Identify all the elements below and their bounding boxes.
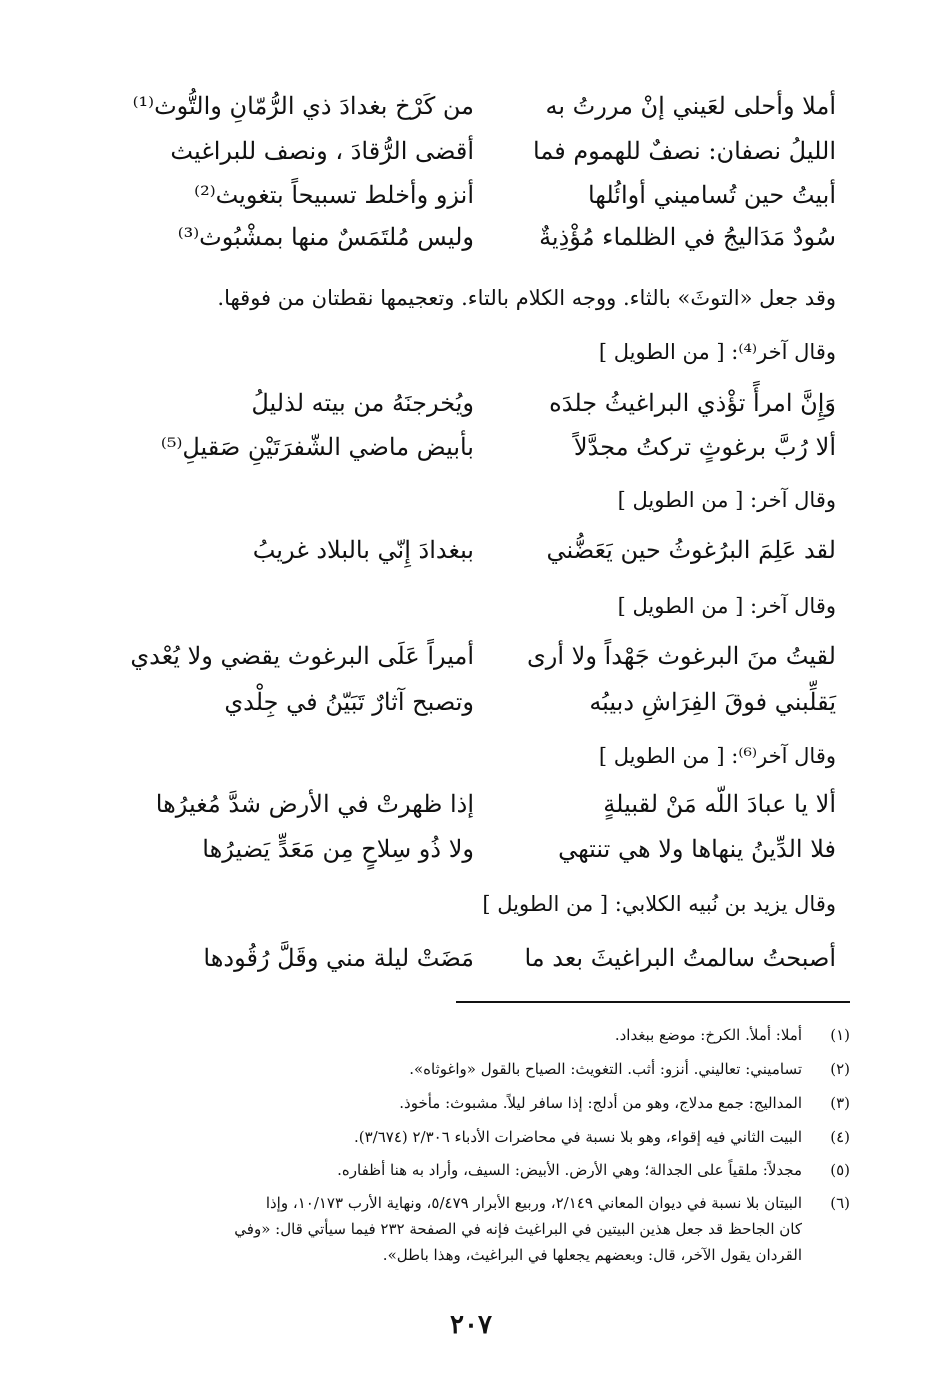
footnote-text: مجدلاً: ملقياً على الجدالة؛ وهي الأرض. الأبيض: السيف، وأراد به هنا أظفاره.	[337, 1161, 802, 1179]
verse-hemistich-second: بأبيض ماضي الشّفرَتَيْنِ صَقيلِ⁽⁵⁾	[160, 433, 474, 461]
footnote	[80, 1090, 850, 1116]
footnote-number: (١)	[830, 1026, 850, 1044]
verse-line	[100, 784, 836, 824]
footnote	[80, 1124, 850, 1150]
verse-line	[100, 131, 836, 171]
verse-hemistich-second: ببغدادَ إِنّي بالبلاد غريبُ	[252, 536, 474, 564]
footnote-number: (٤)	[830, 1128, 850, 1146]
verse-hemistich-first: ألا يا عبادَ اللّه مَنْ لقبيلةٍ	[603, 790, 836, 818]
verse-hemistich-first: سُودٌ مَدَاليجُ في الظلماء مُؤْذِيةٌ	[539, 223, 836, 251]
verse-hemistich-second: وتصبح آثارٌ تَبَيّنُ في جِلْدي	[224, 688, 474, 716]
attribution-line: وقال آخر⁽⁶⁾: [ من الطويل ]	[598, 744, 836, 768]
verse-hemistich-first: أملا وأحلى لعَيني إنْ مررتُ به	[545, 92, 836, 120]
verse-hemistich-second: أميراً عَلَى البرغوث يقضي ولا يُعْدي	[130, 642, 474, 670]
verse-line	[100, 383, 836, 423]
footnote-text: البيتان بلا نسبة في ديوان المعاني ٢/١٤٩، وربيع الأبرار ٥/٤٧٩، ونهاية الأرب ١٠/١٧٣، وإذا	[265, 1194, 802, 1212]
footnote-text: البيت الثاني فيه إقواء، وهو بلا نسبة في محاضرات الأدباء ٢/٣٠٦ (٣/٦٧٤).	[353, 1128, 802, 1146]
verse-hemistich-second: ولا ذُو سِلاحٍ مِن مَعَدٍّ يَضيرُها	[202, 835, 474, 863]
footnote-number: (٥)	[830, 1161, 850, 1179]
verse-line	[100, 938, 836, 978]
verse-line	[100, 682, 836, 722]
attribution-line: وقال آخر: [ من الطويل ]	[617, 594, 836, 618]
attribution-line: وقال آخر: [ من الطويل ]	[617, 488, 836, 512]
verse-hemistich-first: ألا رُبَّ برغوثٍ تركتُ مجدَّلاً	[573, 433, 836, 461]
footnote-text: أملا: أملأ. الكرخ: موضع ببغداد.	[614, 1026, 802, 1044]
verse-hemistich-first: لقيتُ منَ البرغوث جَهْداً ولا أرى	[526, 642, 836, 670]
verse-line	[100, 530, 836, 570]
verse-hemistich-second: أنزو وأخلط تسبيحاً بتغويث⁽²⁾	[194, 181, 474, 209]
footnote-continuation: كان الجاحظ قد جعل هذين البيتين في البراغيث فإنه في الصفحة ٢٣٢ فيما سيأتي قال: «وفي	[234, 1220, 802, 1238]
footnote	[80, 1056, 850, 1082]
footnote-text: تساميني: تعاليني. أنزو: أثب. التغويث: الصياح بالقول «واغوثاه».	[409, 1060, 802, 1078]
verse-hemistich-first: الليلُ نصفان: نصفٌ للهموم فما	[533, 137, 836, 165]
verse-hemistich-first: أبيتُ حين تُساميني أوائُلها	[587, 181, 836, 209]
verse-hemistich-second: مَضَتْ ليلة مني وقَلَّ رُقُودها	[203, 944, 474, 972]
verse-hemistich-first: فلا الدِّينُ ينهاها ولا هي تنتهي	[558, 835, 836, 863]
page-number: ٢٠٧	[450, 1310, 492, 1340]
footnote-continuation: القردان يقول الآخر، قال: وبعضهم يجعلها في البراغيث، وهذا باطل».	[382, 1246, 802, 1264]
footnote	[80, 1022, 850, 1048]
footnote	[80, 1190, 850, 1268]
verse-hemistich-first: وَإِنَّ امرأً تؤْذي البراغيثُ جلدَه	[549, 389, 836, 417]
verse-line	[100, 217, 836, 257]
footnote-number: (٢)	[830, 1060, 850, 1078]
verse-hemistich-second: من كَرْخ بغدادَ ذي الرُّمّانِ والتُّوث⁽¹⁾	[132, 92, 474, 120]
verse-line	[100, 175, 836, 215]
verse-line	[100, 829, 836, 869]
footnote-text: المداليج: جمع مدلاج، وهو من أدلج: إذا سافر ليلاً. مشبوث: مأخوذ.	[399, 1094, 802, 1112]
verse-line	[100, 86, 836, 126]
footnote-separator	[456, 1001, 850, 1003]
footnote-number: (٦)	[830, 1194, 850, 1212]
verse-line	[100, 427, 836, 467]
verse-hemistich-first: يَقلِّبني فوقَ الفِرَاشِ دبيبُه	[589, 688, 836, 716]
verse-hemistich-first: أصبحتُ سالمتُ البراغيثَ بعد ما	[524, 944, 836, 972]
attribution-line: وقال آخر⁽⁴⁾: [ من الطويل ]	[598, 340, 836, 364]
verse-hemistich-second: ويُخرجنَهُ من بيته لذليلُ	[251, 389, 474, 417]
commentary-paragraph: وقد جعل «التوثَ» بالثاء. ووجه الكلام بالتاء. وتعجيمها نقطتان من فوقها.	[217, 286, 836, 310]
verse-hemistich-second: وليس مُلتَمَسٌ منها بمشْبُوث⁽³⁾	[177, 223, 474, 251]
footnote-number: (٣)	[830, 1094, 850, 1112]
footnote	[80, 1157, 850, 1183]
verse-hemistich-second: إذا ظهرتْ في الأرض شدَّ مُغيرُها	[155, 790, 474, 818]
attribution-line: وقال يزيد بن نُبيه الكلابي: [ من الطويل ]	[482, 892, 836, 916]
verse-hemistich-first: لقد عَلِمَ البرُغوثُ حين يَعَضُّني	[546, 536, 836, 564]
verse-hemistich-second: أقضى الرُّقادَ ، ونصف للبراغيث	[170, 137, 474, 165]
verse-line	[100, 636, 836, 676]
